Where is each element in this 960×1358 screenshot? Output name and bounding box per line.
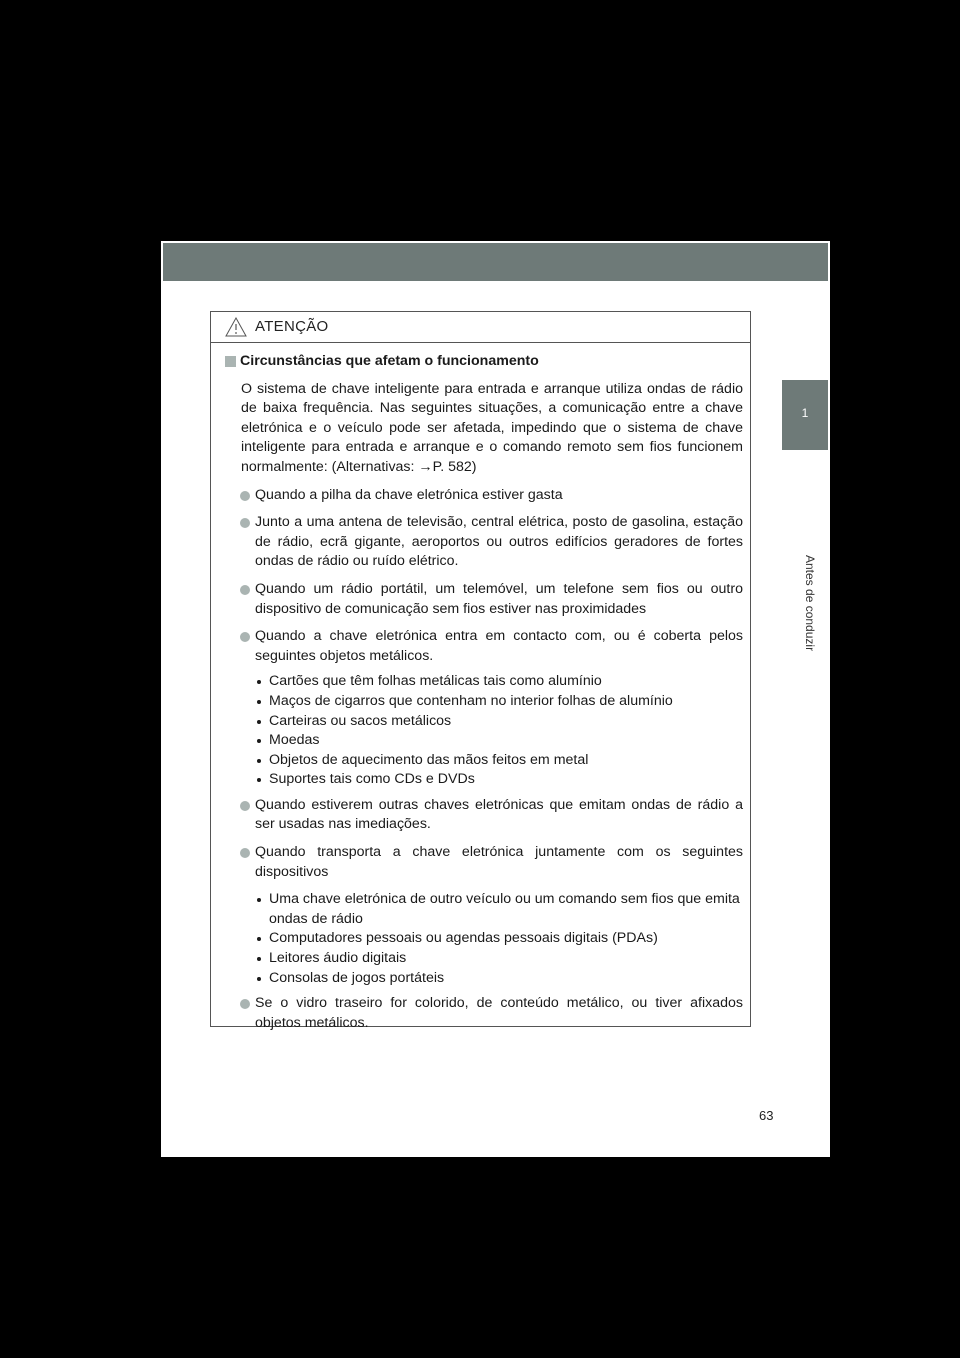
bullet-dot-icon bbox=[240, 491, 250, 501]
bullet-dot-icon bbox=[240, 848, 250, 858]
bullet-dot-icon bbox=[240, 518, 250, 528]
warning-content bbox=[225, 352, 743, 1041]
page-number: 63 bbox=[759, 1108, 774, 1123]
warning-title: ATENÇÃO bbox=[255, 318, 329, 335]
sublist-item: Uma chave eletrónica de outro veículo ou um comando sem fios que emita ondas de rádio bbox=[255, 890, 743, 929]
condition-text: Quando transporta a chave eletrónica juntamente com os seguintes dispositivos bbox=[255, 844, 743, 880]
sublist-item: Consolas de jogos portáteis bbox=[255, 969, 743, 989]
condition-text: Quando estiverem outras chaves eletrónicas que emitam ondas de rádio a ser usadas nas imediações. bbox=[255, 796, 743, 833]
condition-item bbox=[225, 513, 743, 572]
condition-item bbox=[225, 627, 743, 666]
section-square-icon bbox=[225, 356, 236, 367]
sublist-item: Leitores áudio digitais bbox=[255, 949, 743, 969]
chapter-tab bbox=[782, 380, 828, 450]
object-sublist bbox=[225, 672, 743, 790]
condition-list bbox=[225, 486, 743, 1034]
sublist-item: Carteiras ou sacos metálicos bbox=[255, 712, 743, 732]
chapter-tab-number: 1 bbox=[801, 406, 809, 420]
condition-text: Junto a uma antena de televisão, central elétrica, posto de gasolina, estação de rádio, ecrã gigante, aeroportos ou outros edifícios geradores de fortes ondas de rádio ou ruído elétrico. bbox=[255, 514, 743, 570]
condition-text: Quando um rádio portátil, um telemóvel, um telefone sem fios ou outro dispositivo de comunicação sem fios estiver nas proximidades bbox=[255, 580, 743, 617]
intro-paragraph: O sistema de chave inteligente para entrada e arranque utiliza ondas de rádio de baixa frequência. Nas seguintes situações, a comunicação entre a chave eletrónica e o veículo pode ser afetada, impedindo que o sistema de chave inteligente para entrada e arranque e o comando remoto sem fios funcionem normalmente: (Alternativas: →P. 582) bbox=[241, 380, 743, 475]
chapter-label bbox=[769, 555, 817, 652]
bullet-dot-icon bbox=[240, 999, 250, 1009]
chapter-label-text: Antes de conduzir bbox=[803, 555, 817, 652]
sublist-item: Cartões que têm folhas metálicas tais como alumínio bbox=[255, 672, 743, 692]
header-bar bbox=[163, 243, 828, 281]
warning-box bbox=[210, 311, 751, 1031]
condition-text: Quando a chave eletrónica entra em contacto com, ou é coberta pelos seguintes objetos metálicos. bbox=[255, 628, 743, 664]
sublist-item: Maços de cigarros que contenham no interior folhas de alumínio bbox=[255, 692, 743, 712]
sublist-item: Objetos de aquecimento das mãos feitos em metal bbox=[255, 751, 743, 771]
condition-item bbox=[225, 486, 743, 506]
warning-header bbox=[211, 312, 750, 343]
sublist-item: Computadores pessoais ou agendas pessoais digitais (PDAs) bbox=[255, 929, 743, 949]
bullet-dot-icon bbox=[240, 632, 250, 642]
section-title-text: Circunstâncias que afetam o funcionamento bbox=[240, 353, 539, 369]
warning-triangle-icon bbox=[225, 317, 247, 337]
bullet-dot-icon bbox=[240, 585, 250, 595]
object-sublist bbox=[225, 890, 743, 988]
bullet-dot-icon bbox=[240, 801, 250, 811]
sublist-item: Suportes tais como CDs e DVDs bbox=[255, 770, 743, 790]
condition-item bbox=[225, 796, 743, 835]
condition-item bbox=[225, 580, 743, 619]
sublist-item: Moedas bbox=[255, 731, 743, 751]
condition-item bbox=[225, 994, 743, 1033]
section-title bbox=[225, 352, 743, 372]
manual-page bbox=[161, 241, 830, 1157]
condition-text: Quando a pilha da chave eletrónica estiver gasta bbox=[255, 486, 563, 503]
condition-item bbox=[225, 843, 743, 882]
condition-text: Se o vidro traseiro for colorido, de conteúdo metálico, ou tiver afixados objetos metálicos. bbox=[255, 995, 743, 1031]
